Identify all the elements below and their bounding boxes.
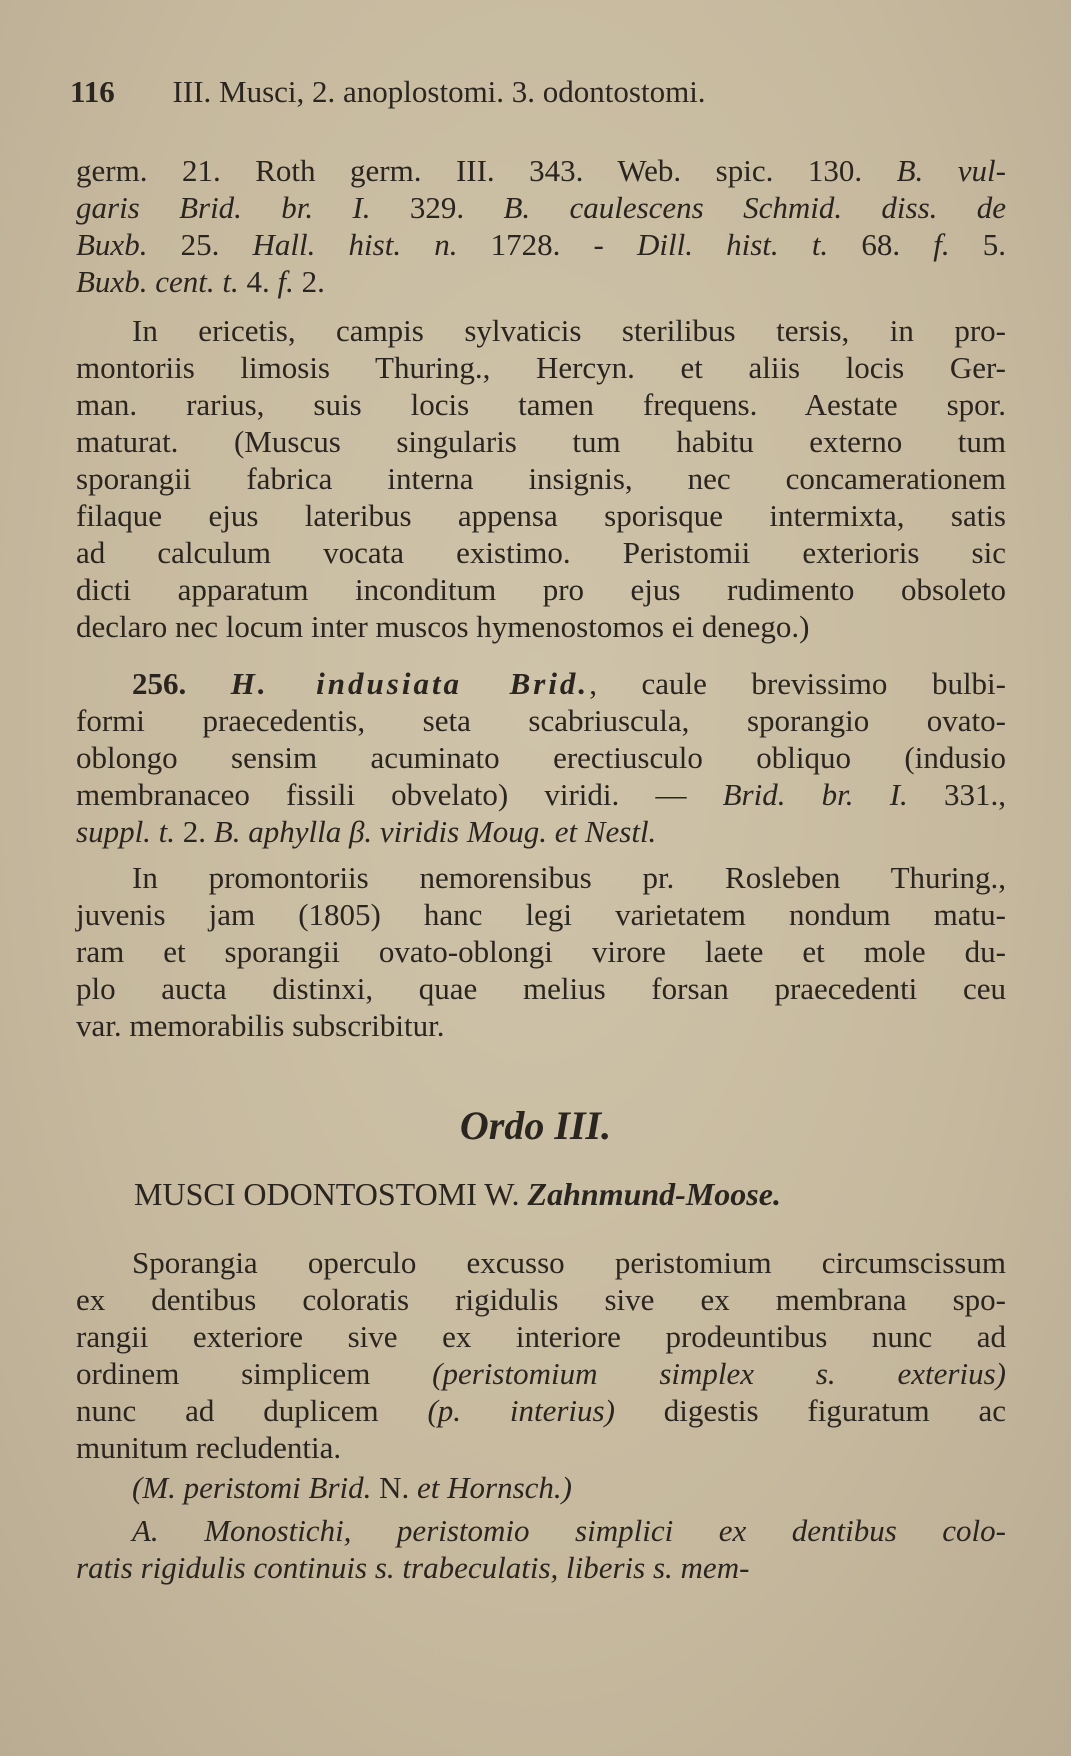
text: 2. bbox=[175, 814, 214, 849]
text-line bbox=[76, 933, 1006, 970]
ordo-subtitle-german: Zahnmund-Moose. bbox=[527, 1176, 781, 1212]
text-line bbox=[76, 1469, 1006, 1506]
ordo-subtitle-latin: MUSCI ODONTOSTOMI W. bbox=[134, 1176, 528, 1212]
text-line bbox=[76, 423, 1006, 460]
text: digestis figuratum ac bbox=[614, 1393, 1006, 1428]
text: 1728. - bbox=[457, 227, 637, 262]
text-line bbox=[76, 534, 1006, 571]
text-line bbox=[76, 349, 1006, 386]
text: montoriis limosis Thuring., Hercyn. et aliis locis Ger- bbox=[76, 350, 1006, 385]
text-line bbox=[76, 1429, 1006, 1466]
text-line bbox=[76, 896, 1006, 933]
paragraph-habitat bbox=[76, 312, 1006, 645]
italic-text: et Hornsch.) bbox=[417, 1470, 572, 1505]
italic-text: B. caulescens Schmid. diss. de bbox=[503, 190, 1006, 225]
text-line bbox=[76, 665, 1006, 702]
text: juvenis jam (1805) hanc legi varietatem nondum matu- bbox=[76, 897, 1006, 932]
text-line bbox=[76, 813, 1006, 850]
text: ad calculum vocata existimo. Peristomii exterioris sic bbox=[76, 535, 1006, 570]
text: 25. bbox=[147, 227, 253, 262]
text: filaque ejus lateribus appensa sporisque intermixta, satis bbox=[76, 498, 1006, 533]
text-line bbox=[76, 1549, 1006, 1586]
text: In promontoriis nemorensibus pr. Rosleben Thuring., bbox=[132, 860, 1006, 895]
text: ex dentibus coloratis rigidulis sive ex membrana spo- bbox=[76, 1282, 1006, 1317]
text-line bbox=[76, 263, 1006, 300]
text-line bbox=[76, 189, 1006, 226]
paragraph-species-256 bbox=[76, 665, 1006, 850]
text: munitum recludentia. bbox=[76, 1430, 342, 1465]
italic-text: suppl. t. bbox=[76, 814, 176, 849]
text: N. bbox=[379, 1470, 418, 1505]
text: ram et sporangii ovato-oblongi virore laete et mole du- bbox=[76, 934, 1006, 969]
text-line bbox=[76, 1512, 1006, 1549]
text: nunc ad duplicem bbox=[76, 1393, 428, 1428]
paragraph-species-256-notes bbox=[76, 859, 1006, 1044]
text: germ. 21. bbox=[76, 153, 256, 188]
italic-text: Buxb. bbox=[76, 227, 148, 262]
text-line bbox=[76, 859, 1006, 896]
text: sporangii fabrica interna insignis, nec concamerationem bbox=[76, 461, 1006, 496]
text: plo aucta distinxi, quae melius forsan praecedenti ceu bbox=[76, 971, 1006, 1006]
italic-text: A. Monostichi, peristomio simplici ex dentibus colo- bbox=[132, 1513, 1006, 1548]
text: dicti apparatum inconditum pro ejus rudimento obsoleto bbox=[76, 572, 1006, 607]
text: var. memorabilis subscribitur. bbox=[76, 1008, 445, 1043]
text: maturat. (Muscus singularis tum habitu externo tum bbox=[76, 424, 1006, 459]
italic-text: (peristomium simplex s. exterius) bbox=[432, 1356, 1006, 1391]
running-header bbox=[70, 74, 706, 110]
running-title: III. Musci, 2. anoplostomi. 3. odontostomi. bbox=[172, 74, 706, 109]
text-line bbox=[76, 497, 1006, 534]
text: membranaceo fissili obvelato) viridi. — bbox=[76, 777, 723, 812]
text: 68. bbox=[828, 227, 934, 262]
text: ordinem simplicem bbox=[76, 1356, 433, 1391]
italic-text: (p. interius) bbox=[427, 1393, 615, 1428]
species-name: H. indusiata Brid. bbox=[230, 666, 590, 701]
text: declaro nec locum inter muscos hymenostomos ei denego.) bbox=[76, 609, 810, 644]
text-line bbox=[76, 776, 1006, 813]
text-line bbox=[76, 1318, 1006, 1355]
text: Roth germ. III. 343. Web. spic. bbox=[255, 153, 774, 188]
text: 5. bbox=[949, 227, 1007, 262]
paragraph-monostichi bbox=[76, 1512, 1006, 1586]
italic-text: B. aphylla β. viridis Moug. et Nestl. bbox=[213, 814, 657, 849]
text-line bbox=[76, 739, 1006, 776]
italic-text: f. bbox=[277, 264, 294, 299]
text: Sporangia operculo excusso peristomium circumscissum bbox=[132, 1245, 1006, 1280]
paragraph-synonyms bbox=[76, 152, 1006, 300]
text: oblongo sensim acuminato erectiusculo obliquo (indusio bbox=[76, 740, 1006, 775]
italic-text: garis Brid. br. I. bbox=[76, 190, 371, 225]
text: formi praecedentis, seta scabriuscula, sporangio ovato- bbox=[76, 703, 1006, 738]
bold-text: 256. bbox=[132, 666, 231, 701]
text: 331., bbox=[907, 777, 1006, 812]
text: 4. bbox=[238, 264, 278, 299]
italic-text: Hall. hist. n. bbox=[252, 227, 458, 262]
text: In ericetis, campis sylvaticis sterilibus tersis, in pro- bbox=[132, 313, 1006, 348]
page-number: 116 bbox=[70, 74, 115, 109]
text: 130. bbox=[773, 153, 897, 188]
text: 329. bbox=[370, 190, 504, 225]
italic-text: B. vul- bbox=[896, 153, 1006, 188]
italic-text: f. bbox=[933, 227, 950, 262]
paragraph-synonym-ordo bbox=[76, 1469, 1006, 1506]
ordo-subtitle bbox=[134, 1176, 781, 1213]
text: rangii exteriore sive ex interiore prodeuntibus nunc ad bbox=[76, 1319, 1006, 1354]
text: man. rarius, suis locis tamen frequens. Aestate spor. bbox=[76, 387, 1006, 422]
italic-text: Dill. hist. t. bbox=[637, 227, 829, 262]
text-line bbox=[76, 608, 1006, 645]
text-line bbox=[76, 1007, 1006, 1044]
paragraph-ordo-description bbox=[76, 1244, 1006, 1466]
text-line bbox=[76, 571, 1006, 608]
ordo-heading: Ordo III. bbox=[459, 1103, 612, 1148]
text: 2. bbox=[293, 264, 325, 299]
italic-text: Brid. br. I. bbox=[722, 777, 908, 812]
text-line bbox=[76, 1244, 1006, 1281]
text-line bbox=[76, 1355, 1006, 1392]
text-line bbox=[76, 226, 1006, 263]
text-line bbox=[76, 1392, 1006, 1429]
text-line bbox=[76, 386, 1006, 423]
italic-text: Buxb. cent. t. bbox=[76, 264, 239, 299]
text-line bbox=[76, 460, 1006, 497]
text-line bbox=[76, 702, 1006, 739]
italic-text: ratis rigidulis continuis s. trabeculatis, liberis s. mem- bbox=[76, 1550, 750, 1585]
text: , caule brevissimo bulbi- bbox=[589, 666, 1006, 701]
italic-text: (M. peristomi Brid. bbox=[132, 1470, 380, 1505]
text-line bbox=[76, 1281, 1006, 1318]
text-line bbox=[76, 152, 1006, 189]
text-line bbox=[76, 312, 1006, 349]
text-line bbox=[76, 970, 1006, 1007]
